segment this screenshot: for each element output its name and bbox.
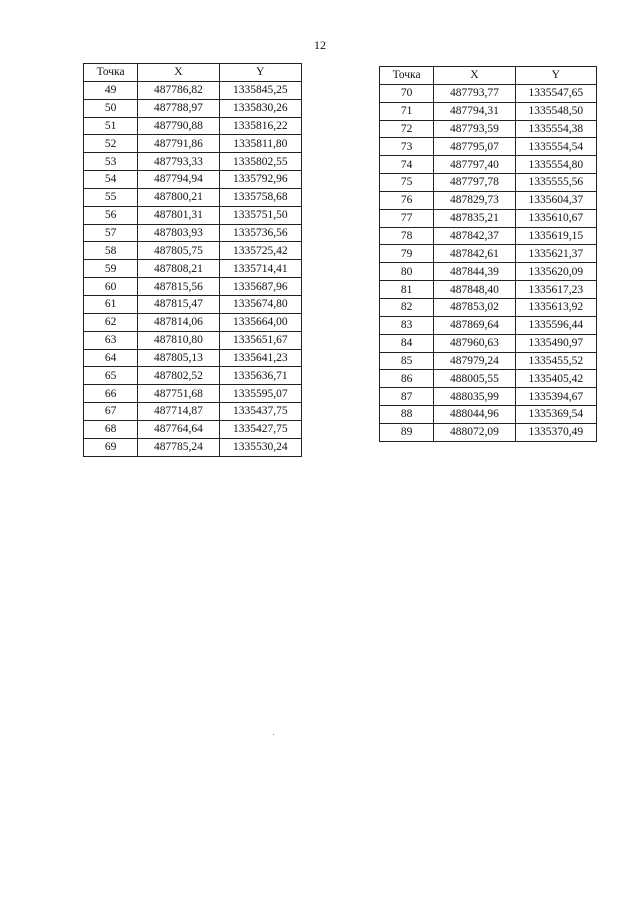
cell-x: 487788,97 [138, 99, 219, 117]
cell-point: 62 [84, 313, 138, 331]
cell-point: 82 [380, 298, 434, 316]
cell-point: 53 [84, 153, 138, 171]
cell-point: 51 [84, 117, 138, 135]
cell-x: 487848,40 [434, 281, 515, 299]
cell-y: 1335437,75 [219, 403, 301, 421]
cell-y: 1335751,50 [219, 206, 301, 224]
cell-point: 55 [84, 188, 138, 206]
header-y: Y [515, 67, 596, 85]
header-point: Точка [84, 64, 138, 82]
cell-x: 487853,02 [434, 298, 515, 316]
table-row [380, 120, 597, 138]
table-row [84, 403, 302, 421]
cell-x: 488072,09 [434, 423, 515, 441]
table-row [380, 227, 597, 245]
cell-x: 487800,21 [138, 188, 219, 206]
cell-point: 61 [84, 295, 138, 313]
cell-x: 488035,99 [434, 388, 515, 406]
cell-point: 71 [380, 102, 434, 120]
cell-x: 488044,96 [434, 406, 515, 424]
table-row [380, 156, 597, 174]
cell-x: 487842,37 [434, 227, 515, 245]
cell-y: 1335619,15 [515, 227, 596, 245]
table-row [84, 135, 302, 153]
table-row [84, 385, 302, 403]
coordinates-table-left [83, 63, 302, 457]
table-body-right [380, 84, 597, 441]
cell-y: 1335617,23 [515, 281, 596, 299]
cell-point: 59 [84, 260, 138, 278]
cell-x: 487794,31 [434, 102, 515, 120]
cell-y: 1335530,24 [219, 438, 301, 456]
table-row [84, 313, 302, 331]
table-row [84, 278, 302, 296]
table-body-left [84, 81, 302, 456]
cell-x: 487714,87 [138, 403, 219, 421]
cell-point: 76 [380, 191, 434, 209]
table-header-row [84, 64, 302, 82]
cell-y: 1335636,71 [219, 367, 301, 385]
cell-point: 89 [380, 423, 434, 441]
page-number: 12 [314, 38, 326, 52]
cell-y: 1335641,23 [219, 349, 301, 367]
cell-x: 487801,31 [138, 206, 219, 224]
cell-x: 487786,82 [138, 81, 219, 99]
table-row [84, 349, 302, 367]
cell-y: 1335714,41 [219, 260, 301, 278]
table-row [380, 174, 597, 192]
cell-y: 1335830,26 [219, 99, 301, 117]
cell-point: 72 [380, 120, 434, 138]
cell-y: 1335674,80 [219, 295, 301, 313]
cell-x: 487808,21 [138, 260, 219, 278]
table-row [380, 102, 597, 120]
cell-x: 487793,33 [138, 153, 219, 171]
cell-point: 67 [84, 403, 138, 421]
cell-x: 487797,78 [434, 174, 515, 192]
header-x: X [138, 64, 219, 82]
cell-x: 487814,06 [138, 313, 219, 331]
table-row [84, 188, 302, 206]
table-row [380, 138, 597, 156]
cell-y: 1335370,49 [515, 423, 596, 441]
cell-y: 1335610,67 [515, 209, 596, 227]
cell-point: 58 [84, 242, 138, 260]
cell-y: 1335811,80 [219, 135, 301, 153]
cell-x: 487795,07 [434, 138, 515, 156]
cell-x: 487805,75 [138, 242, 219, 260]
table-row [84, 81, 302, 99]
cell-x: 487793,77 [434, 84, 515, 102]
table-row [84, 331, 302, 349]
cell-point: 65 [84, 367, 138, 385]
cell-y: 1335651,67 [219, 331, 301, 349]
cell-y: 1335554,80 [515, 156, 596, 174]
cell-point: 78 [380, 227, 434, 245]
table-row [380, 334, 597, 352]
cell-y: 1335455,52 [515, 352, 596, 370]
table-row [84, 206, 302, 224]
cell-x: 487829,73 [434, 191, 515, 209]
cell-y: 1335394,67 [515, 388, 596, 406]
cell-point: 79 [380, 245, 434, 263]
table-header-row [380, 67, 597, 85]
cell-point: 80 [380, 263, 434, 281]
table-row [84, 117, 302, 135]
cell-x: 487815,56 [138, 278, 219, 296]
cell-y: 1335725,42 [219, 242, 301, 260]
cell-point: 81 [380, 281, 434, 299]
table-row [84, 260, 302, 278]
table-row [380, 423, 597, 441]
cell-point: 87 [380, 388, 434, 406]
table-row [84, 295, 302, 313]
cell-x: 487979,24 [434, 352, 515, 370]
cell-y: 1335613,92 [515, 298, 596, 316]
cell-point: 63 [84, 331, 138, 349]
cell-y: 1335369,54 [515, 406, 596, 424]
cell-x: 487751,68 [138, 385, 219, 403]
cell-x: 487764,64 [138, 420, 219, 438]
cell-y: 1335427,75 [219, 420, 301, 438]
cell-point: 75 [380, 174, 434, 192]
cell-point: 69 [84, 438, 138, 456]
cell-x: 487791,86 [138, 135, 219, 153]
cell-y: 1335620,09 [515, 263, 596, 281]
cell-x: 487835,21 [434, 209, 515, 227]
table-row [380, 245, 597, 263]
cell-point: 64 [84, 349, 138, 367]
cell-point: 85 [380, 352, 434, 370]
cell-y: 1335845,25 [219, 81, 301, 99]
cell-y: 1335816,22 [219, 117, 301, 135]
table-row [380, 352, 597, 370]
cell-x: 487805,13 [138, 349, 219, 367]
cell-x: 487842,61 [434, 245, 515, 263]
table-row [84, 367, 302, 385]
cell-x: 487815,47 [138, 295, 219, 313]
table-row [84, 99, 302, 117]
cell-x: 487810,80 [138, 331, 219, 349]
cell-x: 488005,55 [434, 370, 515, 388]
cell-point: 57 [84, 224, 138, 242]
cell-x: 487785,24 [138, 438, 219, 456]
cell-point: 56 [84, 206, 138, 224]
table-row [84, 224, 302, 242]
cell-x: 487960,63 [434, 334, 515, 352]
coordinates-table-right [379, 66, 597, 442]
cell-y: 1335621,37 [515, 245, 596, 263]
cell-y: 1335604,37 [515, 191, 596, 209]
table-row [380, 84, 597, 102]
table-row [380, 406, 597, 424]
cell-y: 1335548,50 [515, 102, 596, 120]
cell-y: 1335792,96 [219, 171, 301, 189]
cell-point: 77 [380, 209, 434, 227]
cell-point: 83 [380, 316, 434, 334]
table-row [380, 209, 597, 227]
table-row [84, 171, 302, 189]
cell-point: 66 [84, 385, 138, 403]
cell-point: 70 [380, 84, 434, 102]
table-row [84, 242, 302, 260]
table-row [380, 388, 597, 406]
cell-point: 88 [380, 406, 434, 424]
cell-y: 1335405,42 [515, 370, 596, 388]
table-row [380, 263, 597, 281]
cell-point: 54 [84, 171, 138, 189]
table-row [380, 191, 597, 209]
cell-y: 1335595,07 [219, 385, 301, 403]
cell-y: 1335596,44 [515, 316, 596, 334]
cell-y: 1335555,56 [515, 174, 596, 192]
cell-point: 52 [84, 135, 138, 153]
cell-y: 1335490,97 [515, 334, 596, 352]
header-point: Точка [380, 67, 434, 85]
cell-y: 1335736,56 [219, 224, 301, 242]
cell-x: 487802,52 [138, 367, 219, 385]
cell-y: 1335758,68 [219, 188, 301, 206]
cell-point: 73 [380, 138, 434, 156]
cell-x: 487803,93 [138, 224, 219, 242]
cell-y: 1335664,00 [219, 313, 301, 331]
cell-x: 487844,39 [434, 263, 515, 281]
table-row [84, 153, 302, 171]
table-row [380, 281, 597, 299]
cell-y: 1335554,54 [515, 138, 596, 156]
cell-y: 1335547,65 [515, 84, 596, 102]
cell-y: 1335687,96 [219, 278, 301, 296]
cell-point: 86 [380, 370, 434, 388]
table-row [380, 298, 597, 316]
table-row [380, 370, 597, 388]
cell-x: 487790,88 [138, 117, 219, 135]
scan-speck [273, 734, 274, 735]
cell-point: 68 [84, 420, 138, 438]
cell-point: 74 [380, 156, 434, 174]
table-row [84, 420, 302, 438]
header-x: X [434, 67, 515, 85]
table-row [84, 438, 302, 456]
cell-point: 60 [84, 278, 138, 296]
table-row [380, 316, 597, 334]
cell-point: 50 [84, 99, 138, 117]
cell-y: 1335554,38 [515, 120, 596, 138]
header-y: Y [219, 64, 301, 82]
cell-y: 1335802,55 [219, 153, 301, 171]
cell-x: 487869,64 [434, 316, 515, 334]
cell-x: 487793,59 [434, 120, 515, 138]
cell-x: 487794,94 [138, 171, 219, 189]
cell-x: 487797,40 [434, 156, 515, 174]
cell-point: 49 [84, 81, 138, 99]
cell-point: 84 [380, 334, 434, 352]
